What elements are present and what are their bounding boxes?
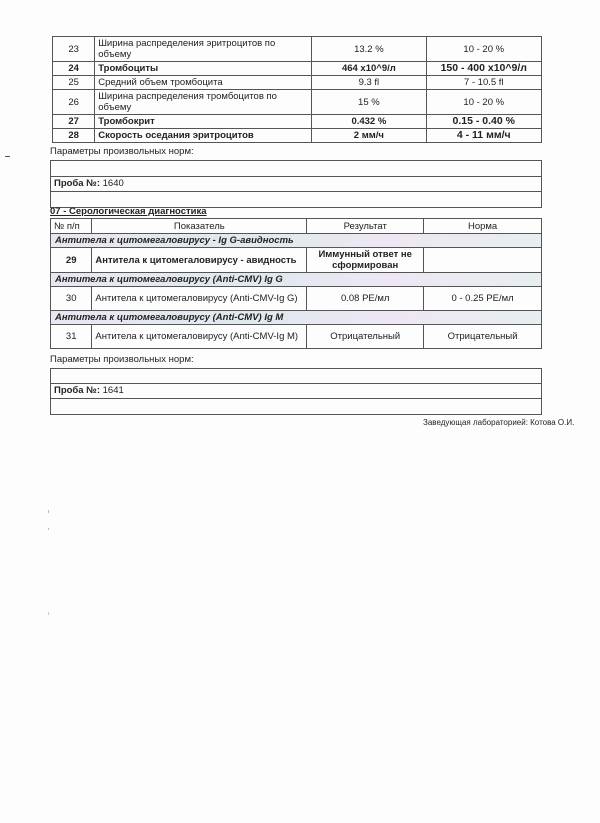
table-row [53,129,542,143]
section-title: 07 - Серологическая диагностика [50,206,207,217]
table-row [53,37,542,62]
row-number: 28 [53,129,95,143]
test-result: 0.432 % [312,115,426,129]
scan-speck [48,612,49,615]
sample-box-divider [50,191,541,192]
test-norm: 0.15 - 0.40 % [426,115,542,129]
row-number: 26 [53,90,95,115]
test-result: 15 % [312,90,426,115]
row-number: 31 [51,325,92,349]
row-number: 24 [53,62,95,76]
header-name: Показатель [92,219,307,234]
table-header-row [51,219,542,234]
test-norm: 4 - 11 мм/ч [426,129,542,143]
test-name: Тромбокрит [95,115,312,129]
sample-label: Проба №: [54,385,100,396]
header-num: № п/п [51,219,92,234]
header-norm: Норма [424,219,542,234]
signature: Заведующая лабораторией: Котова О.И. [423,418,575,427]
row-number: 29 [51,248,92,273]
table-row [51,287,542,311]
test-name: Средний объем тромбоцита [95,76,312,90]
sample-number-1640 [54,178,124,189]
scan-speck [48,528,49,530]
test-name: Антитела к цитомегаловирусу (Anti-CMV-Ig M) [92,325,307,349]
top-results-table [52,36,542,143]
params-label: Параметры произвольных норм: [50,146,194,157]
header-result: Результат [307,219,424,234]
test-norm: Отрицательный [424,325,542,349]
sample-value: 1640 [102,178,124,189]
group-title: Антитела к цитомегаловирусу (Anti-CMV) Ig G [51,273,542,287]
serology-table [50,218,542,349]
group-title: Антитела к цитомегаловирусу - Ig G-авидность [51,234,542,248]
test-norm: 10 - 20 % [426,37,542,62]
table-row [53,76,542,90]
table-row [53,62,542,76]
test-name: Скорость оседания эритроцитов [95,129,312,143]
row-number: 30 [51,287,92,311]
table-row [53,115,542,129]
scan-speck [48,510,49,513]
sample-label: Проба №: [54,178,100,189]
sample-number-1641 [54,385,124,396]
test-norm: 0 - 0.25 PE/мл [424,287,542,311]
sample-box-divider [50,398,541,399]
table-row [51,248,542,273]
test-result: 2 мм/ч [312,129,426,143]
test-name: Тромбоциты [95,62,312,76]
test-result: 9.3 fl [312,76,426,90]
test-result: Отрицательный [307,325,424,349]
row-number: 23 [53,37,95,62]
row-number: 25 [53,76,95,90]
sample-value: 1641 [102,385,124,396]
sample-box-1640 [50,160,542,208]
test-norm: 10 - 20 % [426,90,542,115]
test-name: Антитела к цитомегаловирусу - авидность [92,248,307,273]
sample-box-divider [50,383,541,384]
test-result: Иммунный ответ не сформирован [307,248,424,273]
test-result: 464 x10^9/л [312,62,426,76]
test-norm: 7 - 10.5 fl [426,76,542,90]
sample-box-1641 [50,368,542,415]
test-name: Ширина распределения эритроцитов по объему [95,37,312,62]
group-header-row [51,234,542,248]
table-row [51,325,542,349]
table-row [53,90,542,115]
test-norm [424,248,542,273]
group-header-row [51,311,542,325]
row-number: 27 [53,115,95,129]
margin-mark [5,156,10,157]
group-header-row [51,273,542,287]
test-result: 13.2 % [312,37,426,62]
test-name: Ширина распределения тромбоцитов по объему [95,90,312,115]
params-label: Параметры произвольных норм: [50,354,194,365]
test-name: Антитела к цитомегаловирусу (Anti-CMV-Ig G) [92,287,307,311]
test-norm: 150 - 400 x10^9/л [426,62,542,76]
test-result: 0.08 PE/мл [307,287,424,311]
sample-box-divider [50,176,541,177]
group-title: Антитела к цитомегаловирусу (Anti-CMV) Ig M [51,311,542,325]
